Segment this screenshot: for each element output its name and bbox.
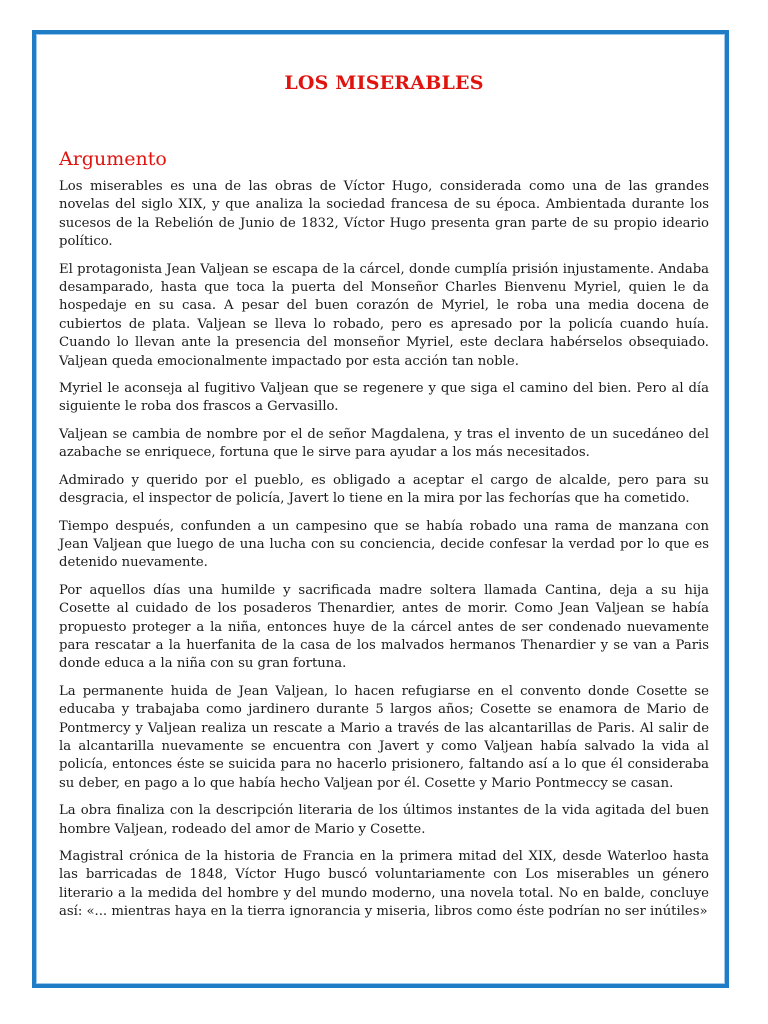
paragraph: Por aquellos días una humilde y sacrificada madre soltera llamada Cantina, deja a su hija Cosette al cuidado de los posaderos Thenardier, antes de morir. Como Jean Valjean se había propuesto proteger a la niña, entonces huye de la cárcel antes de ser condenado nuevamente para rescatar a la huerfanita de la casa de los malvados hermanos Thenardier y se van a Paris donde educa a la niña con su gran fortuna. [59,582,709,672]
paragraph: Admirado y querido por el pueblo, es obligado a aceptar el cargo de alcalde, pero para su desgracia, el inspector de policía, Javert lo tiene en la mira por las fechorías que ha cometido. [59,472,709,507]
paragraph: Tiempo después, confunden a un campesino que se había robado una rama de manzana con Jean Valjean que luego de una lucha con su conciencia, decide confesar la verdad por lo que es detenido nuevamente. [59,518,709,571]
paragraph: Los miserables es una de las obras de Víctor Hugo, considerada como una de las grandes novelas del siglo XIX, y que analiza la sociedad francesa de su época. Ambientada durante los sucesos de la Rebelión de Junio de 1832, Víctor Hugo presenta gran parte de su propio ideario político. [59,179,709,250]
document-title: LOS MISERABLES [284,72,484,94]
paragraph: Valjean se cambia de nombre por el de señor Magdalena, y tras el invento de un sucedáneo del azabache se enriquece, fortuna que le sirve para ayudar a los más necesitados. [59,426,709,461]
document-body [59,146,709,931]
paragraph: La permanente huida de Jean Valjean, lo hacen refugiarse en el convento donde Cosette se educaba y trabajaba como jardinero durante 5 largos años; Cosette se enamora de Mario de Pontmercy y Valjean realiza un rescate a Mario a través de las alcantarillas de Paris. Al salir de la alcantarilla nuevamente se encuentra con Javert y como Valjean había salvado la vida al policía, entonces éste se suicida para no hacerlo prisionero, faltando así a lo que él consideraba su deber, en pago a lo que había hecho Valjean por él. Cosette y Mario Pontmeccy se casan. [59,683,709,791]
paragraph: Magistral crónica de la historia de Francia en la primera mitad del XIX, desde Waterloo hasta las barricadas de 1848, Víctor Hugo buscó voluntariamente con Los miserables un género literario a la medida del hombre y del mundo moderno, una novela total. No en balde, concluye así: «... mientras haya en la tierra ignorancia y miseria, libros como éste podrían no ser inútiles» [59,849,709,920]
paragraph: El protagonista Jean Valjean se escapa de la cárcel, donde cumplía prisión injustamente. Andaba desamparado, hasta que toca la puerta del Monseñor Charles Bienvenu Myriel, quien le da hospedaje en su casa. A pesar del buen corazón de Myriel, le roba una media docena de cubiertos de plata. Valjean se lleva lo robado, pero es apresado por la policía cuando huía. Cuando lo llevan ante la presencia del monseñor Myriel, este declara habérselos obsequiado. Valjean queda emocionalmente impactado por esta acción tan noble. [59,261,709,369]
section-heading: Argumento [59,148,167,170]
paragraph: La obra finaliza con la descripción literaria de los últimos instantes de la vida agitada del buen hombre Valjean, rodeado del amor de Mario y Cosette. [59,803,709,837]
paragraph: Myriel le aconseja al fugitivo Valjean que se regenere y que siga el camino del bien. Pero al día siguiente le roba dos frascos a Gervasillo. [59,381,709,415]
